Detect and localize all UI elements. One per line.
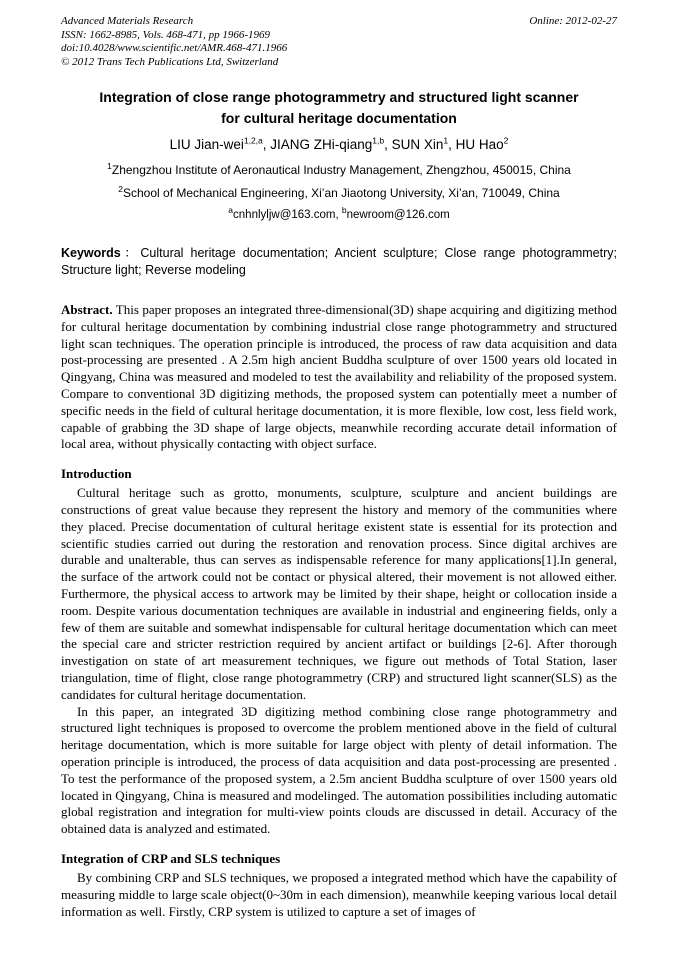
paragraph: In this paper, an integrated 3D digitizing method combining close range photogrammetry and structured light techniques is proposed to overcome the problem mentioned above in the field of cultural heritage documentation, which is more suitable for large object with plenty of detail information. The operation principle is introduced, the process of data acquisition and data post-processing are presented . To test the performance of the proposed system, a 2.5m ancient Buddha sculpture of over 1500 years old located in Qingyang, China is measured and modelinged. The automation possibilities including automatic global registration and integration for multi-view points clouds are discussed in detail. Accuracy of the obtained data is analyzed and estimated. xyxy=(61,703,617,837)
doi-line: doi:10.4028/www.scientific.net/AMR.468-471.1966 xyxy=(61,42,288,54)
online-date: Online: 2012-02-27 xyxy=(529,15,617,27)
section-heading: Introduction xyxy=(61,466,132,482)
author-line xyxy=(61,136,617,154)
paper-title-line2: for cultural heritage documentation xyxy=(221,110,457,126)
section-heading: Integration of CRP and SLS techniques xyxy=(61,850,281,866)
author: , JIANG ZHi-qiang$^{1,b}$ xyxy=(262,135,385,152)
author: , HU Hao$^2$ xyxy=(448,135,509,152)
author-superscript: 1 xyxy=(443,135,449,146)
email-address: cnhnlyljw@163.com, xyxy=(233,209,342,221)
author: LIU Jian-wei$^{1,2,a}$ xyxy=(169,135,263,152)
keywords-label: Keywords xyxy=(61,246,121,260)
page-header xyxy=(61,15,617,69)
paragraph: By combining CRP and SLS techniques, we proposed a integrated method which have the capability of measuring middle to large scale object(0~30m in each dimension), meanwhile keeping various local detail information as well. Firstly, CRP system is utilized to capture a set of images of xyxy=(61,869,617,919)
affiliation-superscript: 2 xyxy=(118,184,123,194)
author: , SUN Xin$^1$ xyxy=(384,135,449,152)
author-superscript: 1,2,a xyxy=(243,135,263,146)
paper-title xyxy=(61,87,617,129)
keywords-text: Cultural heritage documentation; Ancient sculpture; Close range photogrammetry; Structure light; Reverse modeling xyxy=(61,246,617,277)
author-superscript: 2 xyxy=(503,135,509,146)
email-superscript: a xyxy=(228,205,234,216)
keywords-block xyxy=(61,245,617,279)
email-address: newroom@126.com xyxy=(346,209,450,221)
journal-name: Advanced Materials Research xyxy=(61,15,194,27)
author-superscript: 1,b xyxy=(372,135,385,146)
affiliation-2: $^2$School of Mechanical Engineering, Xi’an Jiaotong University, Xi’an, 710049, China xyxy=(118,184,560,200)
section-integration-crp-sls xyxy=(61,850,617,920)
section-introduction xyxy=(61,465,617,838)
abstract-block xyxy=(61,302,617,453)
journal-info xyxy=(61,15,287,69)
email-line xyxy=(61,205,617,222)
affiliation-superscript: 1 xyxy=(107,161,112,171)
keywords-colon: ： xyxy=(120,246,141,260)
copyright-line: © 2012 Trans Tech Publications Ltd, Switzerland xyxy=(61,55,279,68)
abstract-text: This paper proposes an integrated three-dimensional(3D) shape acquiring and digitizing method for cultural heritage documentation by combining industrial close range photogrammetry and structured light scan techniques. The operation principle is introduced, the process of raw data acquisition and data post-processing are presented . A 2.5m high ancient Buddha sculpture of over 1500 years old located in Qingyang, China was measured and modeled to test the availability and reliability of the proposed system. Compare to conventional 3D digitizing methods, the proposed system can potentially meet a number of specific needs in the field of cultural heritage documentation, it is more flexible, low cost, less field work, capable of grabbing the 3D shape of large objects, meanwhile recording accurate detail information of local area, without physically contacting with object surface. xyxy=(61,302,617,452)
email-superscript: b xyxy=(341,205,347,216)
affiliation-1: $^1$Zhengzhou Institute of Aeronautical Industry Management, Zhengzhou, 450015, China xyxy=(107,161,571,177)
abstract-label: Abstract. xyxy=(61,302,113,317)
issn-line: ISSN: 1662-8985, Vols. 468-471, pp 1966-1969 xyxy=(61,28,270,41)
paper-title-line1: Integration of close range photogrammetry and structured light scanner xyxy=(99,89,579,105)
paragraph: Cultural heritage such as grotto, monuments, sculpture, sculpture and ancient buildings are constructions of great value because they represent the history and memory of the communities where they placed. Precise documentation of cultural heritage existent state is essential for its protection and scientific studies carried out during the restoration and renovation process. Since digital archives are durable and unalterable, thus can serves as indispensable reference for many applications[1].In general, the surface of the artwork could not be contact or physical altered, their movement is not allowed either. Furthermore, the physical access to artwork may be limited by their shape, height or collocation inside a room. Despite various documentation techniques are available in industrial and engineering fields, only a few of them are suitable and somewhat indispensable for cultural heritage documentation which can meet the special care and stricter restriction required by ancient artifact or buildings [2-6]. After thorough investigation on state of art measurement techniques, we figure out methods of Total Station, laser triangulation, time of flight, close range photogrammetry (CRP) and structured light scanner(SLS) as the candidates for cultural heritage documentation. xyxy=(61,485,617,702)
